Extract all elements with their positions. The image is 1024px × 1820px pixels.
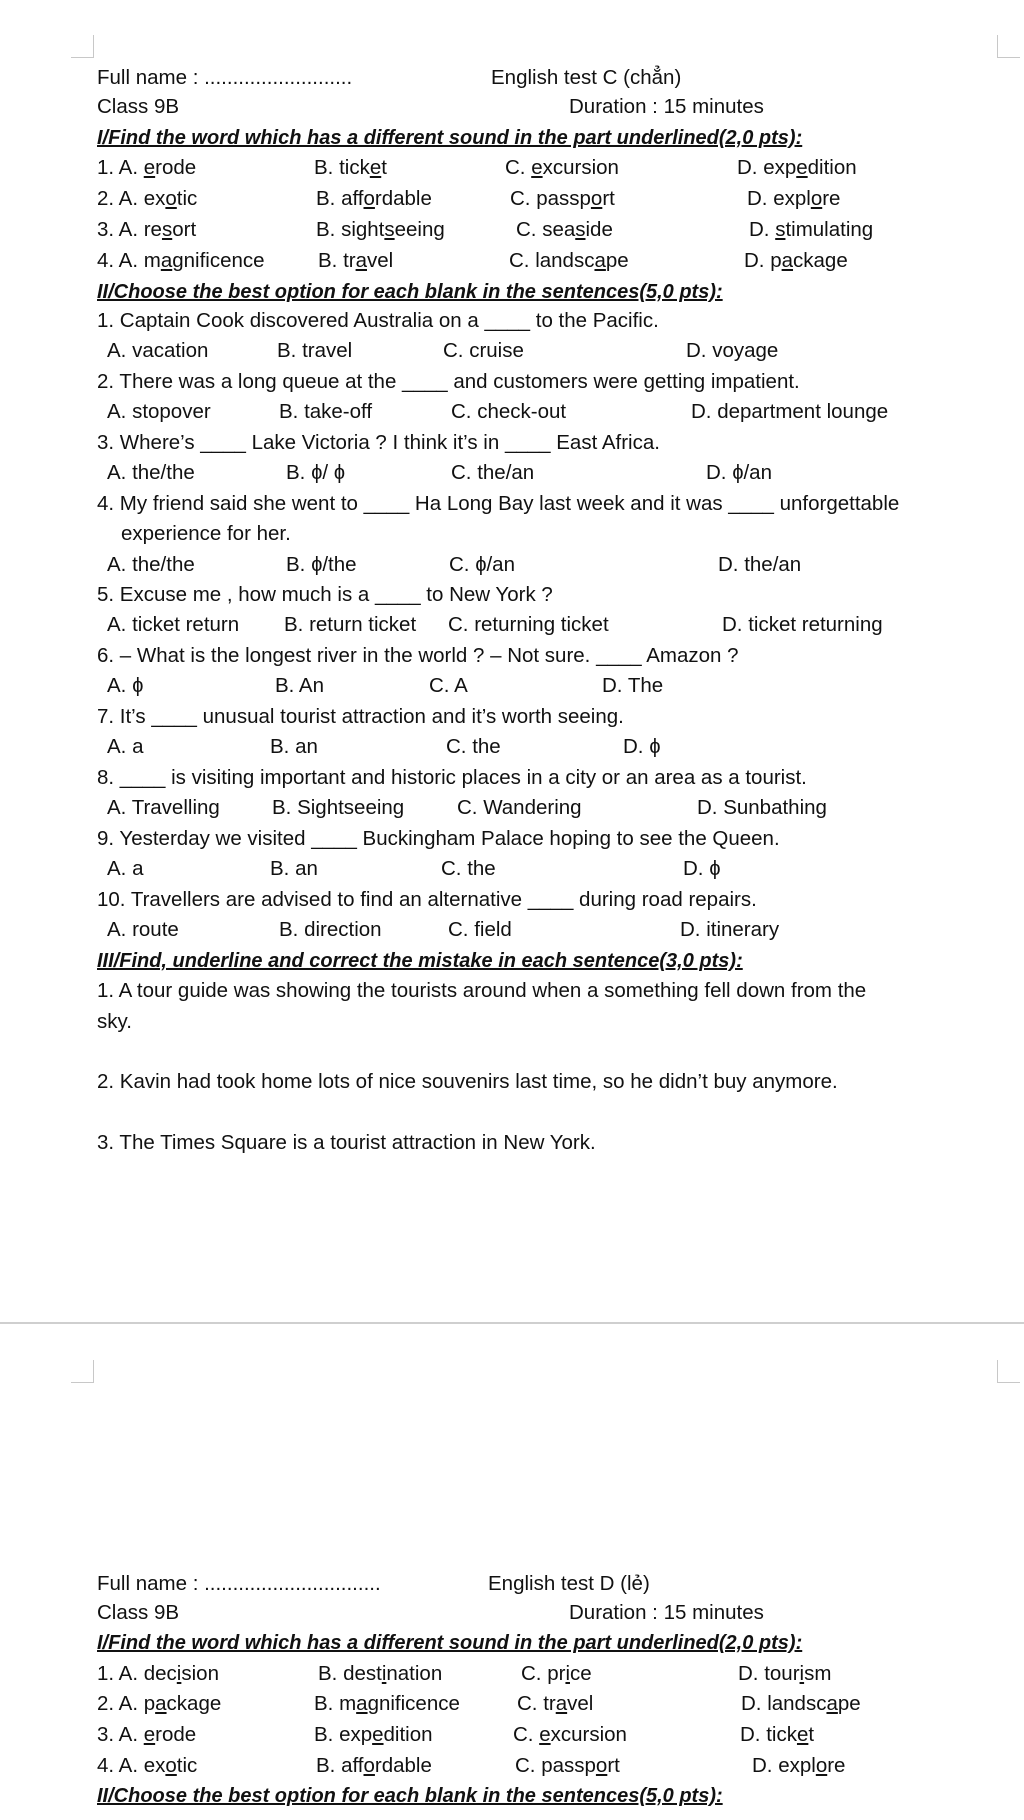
- pron-option: B. travel: [318, 249, 394, 272]
- mc-option: A. the/the: [107, 553, 195, 576]
- mc-option: B. ɸ/the: [286, 553, 357, 576]
- pron-option: C. passport: [510, 187, 615, 210]
- page-corner-mark: [997, 1360, 1020, 1383]
- mc-question-9: 9. Yesterday we visited ____ Buckingham Palace hoping to see the Queen.: [97, 827, 780, 850]
- test-title: English test D (lẻ): [488, 1572, 650, 1595]
- pron-option: B. affordable: [316, 187, 432, 210]
- mc-option: B. an: [270, 857, 318, 880]
- duration-label: Duration : 15 minutes: [569, 95, 764, 118]
- mc-option: C. A: [429, 674, 468, 697]
- mc-option: A. ɸ: [107, 674, 144, 697]
- mc-option: A. a: [107, 735, 144, 758]
- mc-option: C. check-out: [451, 400, 567, 423]
- full-name-field: Full name : ..........................: [97, 66, 353, 89]
- mc-option: D. The: [602, 674, 664, 697]
- section-2-heading: II/Choose the best option for each blank in the sentences(5,0 pts):: [97, 281, 723, 303]
- pron-option: D. ticket: [740, 1723, 815, 1746]
- pron-option: B. ticket: [314, 156, 387, 179]
- section-1-heading: I/Find the word which has a different sound in the part underlined(2,0 pts):: [97, 1632, 803, 1654]
- mc-question-4: 4. My friend said she went to ____ Ha Long Bay last week and it was ____ unforgettable: [97, 492, 900, 515]
- mc-option: B. direction: [279, 918, 382, 941]
- pron-option: B. magnificence: [314, 1692, 460, 1715]
- pron-option: D. tourism: [738, 1662, 832, 1685]
- pron-option: C. price: [521, 1662, 592, 1685]
- pron-question-4: 4. A. exotic: [97, 1754, 198, 1777]
- pron-question-2: 2. A. package: [97, 1692, 222, 1715]
- pron-question-3: 3. A. resort: [97, 218, 197, 241]
- mc-question-4-continued: experience for her.: [121, 522, 291, 545]
- mc-option: C. the/an: [451, 461, 535, 484]
- section-1-heading: I/Find the word which has a different sound in the part underlined(2,0 pts):: [97, 127, 803, 149]
- error-sentence-2: 2. Kavin had took home lots of nice souvenirs last time, so he didn’t buy anymore.: [97, 1070, 838, 1093]
- mc-question-3: 3. Where’s ____ Lake Victoria ? I think it’s in ____ East Africa.: [97, 431, 660, 454]
- mc-option: C. the: [446, 735, 501, 758]
- pron-question-1: 1. A. decision: [97, 1662, 219, 1685]
- pron-option: B. destination: [318, 1662, 443, 1685]
- mc-option: C. Wandering: [457, 796, 582, 819]
- class-label: Class 9B: [97, 1601, 180, 1624]
- mc-option: C. cruise: [443, 339, 524, 362]
- pron-option: C. excursion: [513, 1723, 627, 1746]
- mc-option: C. the: [441, 857, 496, 880]
- mc-question-7: 7. It’s ____ unusual tourist attraction and it’s worth seeing.: [97, 705, 624, 728]
- mc-option: D. ɸ: [623, 735, 661, 758]
- pron-option: D. stimulating: [749, 218, 874, 241]
- page-corner-mark: [71, 1360, 94, 1383]
- error-sentence-1: 1. A tour guide was showing the tourists around when a something fell down from the: [97, 979, 867, 1002]
- mc-option: A. route: [107, 918, 179, 941]
- mc-option: A. Travelling: [107, 796, 220, 819]
- pron-question-1: 1. A. erode: [97, 156, 197, 179]
- mc-option: C. field: [448, 918, 512, 941]
- section-2-heading: II/Choose the best option for each blank in the sentences(5,0 pts):: [97, 1785, 723, 1807]
- test-d-page: [0, 1324, 1024, 1820]
- duration-label: Duration : 15 minutes: [569, 1601, 764, 1624]
- pron-question-3: 3. A. erode: [97, 1723, 197, 1746]
- mc-option: B. An: [275, 674, 325, 697]
- pron-option: B. affordable: [316, 1754, 432, 1777]
- full-name-field: Full name : ...............................: [97, 1572, 381, 1595]
- mc-option: A. ticket return: [107, 613, 240, 636]
- pron-option: C. landscape: [509, 249, 629, 272]
- pron-option: C. travel: [517, 1692, 594, 1715]
- pron-question-2: 2. A. exotic: [97, 187, 198, 210]
- pron-question-4: 4. A. magnificence: [97, 249, 265, 272]
- mc-question-2: 2. There was a long queue at the ____ and customers were getting impatient.: [97, 370, 800, 393]
- mc-question-6: 6. – What is the longest river in the world ? – Not sure. ____ Amazon ?: [97, 644, 739, 667]
- mc-option: B. return ticket: [284, 613, 417, 636]
- mc-option: C. ɸ/an: [449, 553, 515, 576]
- pron-option: D. expedition: [737, 156, 857, 179]
- mc-option: A. a: [107, 857, 144, 880]
- section-3-heading: III/Find, underline and correct the mistake in each sentence(3,0 pts):: [97, 950, 743, 972]
- mc-option: C. returning ticket: [448, 613, 609, 636]
- mc-option: D. the/an: [718, 553, 802, 576]
- mc-option: D. ticket returning: [722, 613, 883, 636]
- mc-option: B. Sightseeing: [272, 796, 405, 819]
- pron-option: D. explore: [752, 1754, 846, 1777]
- mc-question-5: 5. Excuse me , how much is a ____ to New York ?: [97, 583, 553, 606]
- mc-question-8: 8. ____ is visiting important and historic places in a city or an area as a tourist.: [97, 766, 807, 789]
- mc-option: D. itinerary: [680, 918, 780, 941]
- mc-option: D. voyage: [686, 339, 779, 362]
- pron-option: D. landscape: [741, 1692, 861, 1715]
- pron-option: B. expedition: [314, 1723, 433, 1746]
- pron-option: C. passport: [515, 1754, 620, 1777]
- mc-option: D. Sunbathing: [697, 796, 827, 819]
- page-corner-mark: [71, 35, 94, 58]
- pron-option: D. package: [744, 249, 848, 272]
- mc-option: B. ɸ/ ɸ: [286, 461, 345, 484]
- mc-option: A. vacation: [107, 339, 209, 362]
- pron-option: C. excursion: [505, 156, 619, 179]
- test-title: English test C (chẳn): [491, 66, 682, 89]
- mc-option: A. stopover: [107, 400, 211, 423]
- mc-option: A. the/the: [107, 461, 195, 484]
- pron-option: C. seaside: [516, 218, 613, 241]
- mc-option: D. ɸ/an: [706, 461, 772, 484]
- mc-option: B. an: [270, 735, 318, 758]
- class-label: Class 9B: [97, 95, 180, 118]
- mc-option: D. department lounge: [691, 400, 889, 423]
- mc-option: D. ɸ: [683, 857, 721, 880]
- pron-option: B. sightseeing: [316, 218, 445, 241]
- mc-option: B. take-off: [279, 400, 373, 423]
- page-corner-mark: [997, 35, 1020, 58]
- error-sentence-3: 3. The Times Square is a tourist attraction in New York.: [97, 1131, 596, 1154]
- mc-question-10: 10. Travellers are advised to find an alternative ____ during road repairs.: [97, 888, 757, 911]
- mc-option: B. travel: [277, 339, 353, 362]
- mc-question-1: 1. Captain Cook discovered Australia on a ____ to the Pacific.: [97, 309, 659, 332]
- pron-option: D. explore: [747, 187, 841, 210]
- error-sentence-1-continued: sky.: [97, 1010, 132, 1033]
